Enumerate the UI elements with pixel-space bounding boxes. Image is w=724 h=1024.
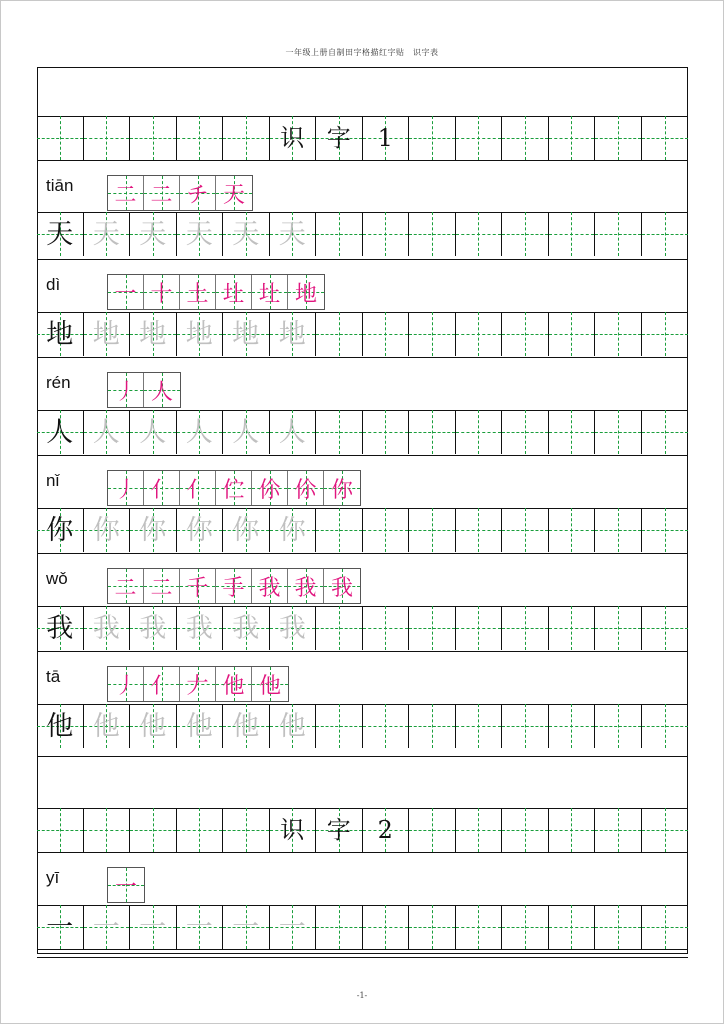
tianzige-cell[interactable] xyxy=(37,704,84,748)
stroke-step: 伱 xyxy=(294,477,317,503)
tianzige-cell[interactable] xyxy=(502,606,549,650)
tianzige-cell[interactable] xyxy=(456,606,503,650)
trace-character: 他 xyxy=(92,710,120,742)
stroke-step: 人 xyxy=(150,379,173,405)
tianzige-cell[interactable] xyxy=(270,704,317,748)
stroke-order-box xyxy=(144,569,180,603)
tianzige-cell[interactable] xyxy=(595,212,642,256)
stroke-order-strip xyxy=(107,175,253,211)
tianzige-cell[interactable] xyxy=(363,116,410,160)
lesson-title-char: 识 xyxy=(280,816,305,844)
tianzige-cell[interactable] xyxy=(363,508,410,552)
tianzige-cell[interactable] xyxy=(223,704,270,748)
tianzige-cell[interactable] xyxy=(270,116,317,160)
lesson-title-row xyxy=(37,116,688,160)
tianzige-cell[interactable] xyxy=(549,508,596,552)
trace-character: 天 xyxy=(278,218,306,250)
trace-character: 人 xyxy=(232,416,260,448)
tianzige-cell[interactable] xyxy=(502,212,549,256)
lesson-title-row xyxy=(37,808,688,852)
ruling-line xyxy=(37,651,688,652)
tianzige-cell[interactable] xyxy=(502,312,549,356)
stroke-step: 我 xyxy=(258,575,281,601)
tianzige-cell[interactable] xyxy=(549,905,596,949)
ruling-line xyxy=(37,357,688,358)
practice-grid-row xyxy=(37,606,688,650)
stroke-order-box xyxy=(108,667,144,701)
trace-character: 天 xyxy=(232,218,260,250)
page-number: -1- xyxy=(356,991,368,1000)
stroke-step: 圵 xyxy=(258,281,281,307)
tianzige-cell[interactable] xyxy=(177,808,224,852)
tianzige-cell[interactable] xyxy=(409,410,456,454)
tianzige-cell[interactable] xyxy=(363,312,410,356)
trace-character: 地 xyxy=(185,318,213,350)
model-character: 地 xyxy=(46,318,74,350)
tianzige-cell[interactable] xyxy=(316,116,363,160)
pinyin-label: tiān xyxy=(46,176,74,195)
tianzige-cell[interactable] xyxy=(409,905,456,949)
pinyin-label: rén xyxy=(46,373,71,392)
stroke-order-box xyxy=(144,275,180,309)
stroke-step: 𠂇 xyxy=(186,673,209,699)
trace-character: 一 xyxy=(278,911,306,943)
tianzige-cell[interactable] xyxy=(549,704,596,748)
tianzige-cell[interactable] xyxy=(502,704,549,748)
ruling-line xyxy=(37,949,688,950)
trace-character: 天 xyxy=(139,218,167,250)
stroke-order-strip xyxy=(107,274,325,310)
stroke-step: 丿 xyxy=(114,379,137,405)
tianzige-cell[interactable] xyxy=(223,508,270,552)
stroke-order-box xyxy=(252,275,288,309)
trace-character: 天 xyxy=(185,218,213,250)
tianzige-cell[interactable] xyxy=(549,808,596,852)
tianzige-cell[interactable] xyxy=(84,312,131,356)
stroke-order-box xyxy=(180,176,216,210)
tianzige-cell[interactable] xyxy=(270,410,317,454)
stroke-step: 他 xyxy=(222,673,245,699)
lesson-title-char: 字 xyxy=(326,124,351,152)
tianzige-cell[interactable] xyxy=(595,905,642,949)
trace-character: 你 xyxy=(139,514,167,546)
tianzige-cell[interactable] xyxy=(223,905,270,949)
stroke-step: 亻 xyxy=(186,477,209,503)
stroke-order-box xyxy=(108,275,144,309)
stroke-step: 丿 xyxy=(114,477,137,503)
trace-character: 你 xyxy=(278,514,306,546)
practice-grid-row xyxy=(37,905,688,949)
trace-character: 地 xyxy=(232,318,260,350)
tianzige-cell[interactable] xyxy=(363,905,410,949)
trace-character: 我 xyxy=(92,612,120,644)
stroke-order-box xyxy=(108,373,144,407)
tianzige-cell[interactable] xyxy=(177,212,224,256)
tianzige-cell[interactable] xyxy=(316,905,363,949)
tianzige-cell[interactable] xyxy=(177,606,224,650)
tianzige-cell[interactable] xyxy=(223,212,270,256)
tianzige-cell[interactable] xyxy=(37,410,84,454)
tianzige-cell[interactable] xyxy=(502,410,549,454)
trace-character: 一 xyxy=(92,911,120,943)
tianzige-cell[interactable] xyxy=(223,808,270,852)
stroke-order-box xyxy=(288,471,324,505)
tianzige-cell[interactable] xyxy=(37,116,84,160)
ruling-line xyxy=(37,852,688,853)
stroke-order-box xyxy=(144,373,180,407)
trace-character: 你 xyxy=(232,514,260,546)
stroke-order-box xyxy=(144,176,180,210)
stroke-order-box xyxy=(252,667,288,701)
stroke-order-box xyxy=(180,471,216,505)
trace-character: 我 xyxy=(232,612,260,644)
stroke-order-box xyxy=(288,275,324,309)
model-character: 一 xyxy=(46,911,74,943)
tianzige-cell[interactable] xyxy=(130,212,177,256)
ruling-line xyxy=(37,553,688,554)
ruling-line xyxy=(37,455,688,456)
tianzige-cell[interactable] xyxy=(84,116,131,160)
tianzige-cell[interactable] xyxy=(595,606,642,650)
tianzige-cell[interactable] xyxy=(223,606,270,650)
stroke-step: 我 xyxy=(330,575,353,601)
stroke-order-strip xyxy=(107,470,361,506)
stroke-step: 一 xyxy=(114,874,137,900)
stroke-order-box xyxy=(216,667,252,701)
lesson-title-char: 字 xyxy=(326,816,351,844)
stroke-step: 手 xyxy=(222,575,245,601)
tianzige-cell[interactable] xyxy=(37,808,84,852)
tianzige-cell[interactable] xyxy=(363,808,410,852)
tianzige-cell[interactable] xyxy=(409,606,456,650)
trace-character: 人 xyxy=(139,416,167,448)
tianzige-cell[interactable] xyxy=(642,312,689,356)
stroke-step: 伫 xyxy=(222,477,245,503)
stroke-step: 亻 xyxy=(150,673,173,699)
stroke-step: 二 xyxy=(150,182,173,208)
tianzige-cell[interactable] xyxy=(84,704,131,748)
stroke-step: チ xyxy=(186,182,209,208)
tianzige-cell[interactable] xyxy=(177,508,224,552)
stroke-order-strip xyxy=(107,372,181,408)
tianzige-cell[interactable] xyxy=(409,508,456,552)
tianzige-cell[interactable] xyxy=(642,606,689,650)
stroke-order-box xyxy=(324,569,360,603)
tianzige-cell[interactable] xyxy=(456,116,503,160)
tianzige-cell[interactable] xyxy=(502,508,549,552)
stroke-order-box xyxy=(324,471,360,505)
stroke-order-box xyxy=(180,275,216,309)
stroke-order-box xyxy=(144,471,180,505)
practice-grid-row xyxy=(37,212,688,256)
lesson-title-char: 识 xyxy=(280,124,305,152)
stroke-order-box xyxy=(288,569,324,603)
stroke-step: 亻 xyxy=(150,477,173,503)
trace-character: 人 xyxy=(185,416,213,448)
pinyin-label: dì xyxy=(46,275,61,294)
stroke-order-box xyxy=(252,471,288,505)
trace-character: 天 xyxy=(92,218,120,250)
trace-character: 他 xyxy=(278,710,306,742)
stroke-step: 丿 xyxy=(114,673,137,699)
tianzige-cell[interactable] xyxy=(223,410,270,454)
tianzige-cell[interactable] xyxy=(549,312,596,356)
tianzige-cell[interactable] xyxy=(549,212,596,256)
tianzige-cell[interactable] xyxy=(177,312,224,356)
model-character: 天 xyxy=(46,218,74,250)
stroke-order-box xyxy=(252,569,288,603)
tianzige-cell[interactable] xyxy=(456,212,503,256)
tianzige-cell[interactable] xyxy=(84,212,131,256)
tianzige-cell[interactable] xyxy=(37,312,84,356)
stroke-step: 土 xyxy=(186,281,209,307)
stroke-order-box xyxy=(216,569,252,603)
tianzige-cell[interactable] xyxy=(270,212,317,256)
tianzige-cell[interactable] xyxy=(409,312,456,356)
trace-character: 我 xyxy=(278,612,306,644)
tianzige-cell[interactable] xyxy=(595,116,642,160)
tianzige-cell[interactable] xyxy=(409,704,456,748)
stroke-order-box xyxy=(180,569,216,603)
model-character: 你 xyxy=(46,514,74,546)
stroke-step: 一 xyxy=(114,281,137,307)
practice-grid-row xyxy=(37,704,688,748)
tianzige-cell[interactable] xyxy=(549,606,596,650)
trace-character: 地 xyxy=(278,318,306,350)
tianzige-cell[interactable] xyxy=(270,508,317,552)
sheet-bottom-rule xyxy=(37,957,688,958)
tianzige-cell[interactable] xyxy=(223,312,270,356)
stroke-order-box xyxy=(216,275,252,309)
trace-character: 他 xyxy=(232,710,260,742)
tianzige-cell[interactable] xyxy=(456,312,503,356)
pinyin-label: wǒ xyxy=(46,569,68,588)
trace-character: 人 xyxy=(92,416,120,448)
stroke-order-strip xyxy=(107,867,145,903)
tianzige-cell[interactable] xyxy=(130,410,177,454)
tianzige-cell[interactable] xyxy=(270,606,317,650)
tianzige-cell[interactable] xyxy=(316,508,363,552)
tianzige-cell[interactable] xyxy=(130,905,177,949)
tianzige-cell[interactable] xyxy=(223,116,270,160)
ruling-line xyxy=(37,756,688,757)
tianzige-cell[interactable] xyxy=(130,606,177,650)
stroke-order-box xyxy=(108,569,144,603)
tianzige-cell[interactable] xyxy=(37,508,84,552)
tianzige-cell[interactable] xyxy=(177,116,224,160)
trace-character: 一 xyxy=(139,911,167,943)
tianzige-cell[interactable] xyxy=(270,312,317,356)
tianzige-cell[interactable] xyxy=(642,212,689,256)
model-character: 人 xyxy=(46,416,74,448)
tianzige-cell[interactable] xyxy=(37,905,84,949)
tianzige-cell[interactable] xyxy=(316,212,363,256)
stroke-step: 天 xyxy=(222,182,245,208)
stroke-step: 千 xyxy=(186,575,209,601)
ruling-line xyxy=(37,259,688,260)
tianzige-cell[interactable] xyxy=(595,312,642,356)
tianzige-cell[interactable] xyxy=(502,116,549,160)
trace-character: 他 xyxy=(139,710,167,742)
trace-character: 我 xyxy=(185,612,213,644)
tianzige-cell[interactable] xyxy=(595,808,642,852)
tianzige-cell[interactable] xyxy=(363,704,410,748)
stroke-step: 地 xyxy=(294,281,317,307)
lesson-title-char: 2 xyxy=(377,816,393,844)
stroke-order-box xyxy=(108,471,144,505)
page-header: 一年级上册自制田字格描红字贴 识字表 xyxy=(285,48,439,57)
trace-character: 你 xyxy=(92,514,120,546)
stroke-order-box xyxy=(108,868,144,902)
tianzige-cell[interactable] xyxy=(642,704,689,748)
tianzige-cell[interactable] xyxy=(130,808,177,852)
stroke-step: 伱 xyxy=(258,477,281,503)
trace-character: 他 xyxy=(185,710,213,742)
stroke-step: 你 xyxy=(330,477,353,503)
trace-character: 人 xyxy=(278,416,306,448)
tianzige-cell[interactable] xyxy=(642,508,689,552)
tianzige-cell[interactable] xyxy=(270,905,317,949)
tianzige-cell[interactable] xyxy=(130,704,177,748)
tianzige-cell[interactable] xyxy=(456,508,503,552)
stroke-order-strip xyxy=(107,666,289,702)
tianzige-cell[interactable] xyxy=(177,410,224,454)
trace-character: 地 xyxy=(139,318,167,350)
tianzige-cell[interactable] xyxy=(316,704,363,748)
stroke-step: 他 xyxy=(258,673,281,699)
tianzige-cell[interactable] xyxy=(409,808,456,852)
tianzige-cell[interactable] xyxy=(549,410,596,454)
tianzige-cell[interactable] xyxy=(130,508,177,552)
pinyin-label: tā xyxy=(46,667,61,686)
stroke-order-strip xyxy=(107,568,361,604)
practice-grid-row xyxy=(37,410,688,454)
practice-grid-row xyxy=(37,312,688,356)
tianzige-cell[interactable] xyxy=(84,508,131,552)
tianzige-cell[interactable] xyxy=(502,808,549,852)
stroke-step: 二 xyxy=(150,575,173,601)
trace-character: 一 xyxy=(232,911,260,943)
tianzige-cell[interactable] xyxy=(316,410,363,454)
pinyin-label: nǐ xyxy=(46,471,60,490)
tianzige-cell[interactable] xyxy=(363,212,410,256)
stroke-step: 圵 xyxy=(222,281,245,307)
tianzige-cell[interactable] xyxy=(642,410,689,454)
stroke-step: 十 xyxy=(150,281,173,307)
tianzige-cell[interactable] xyxy=(84,606,131,650)
tianzige-cell[interactable] xyxy=(456,905,503,949)
tianzige-cell[interactable] xyxy=(363,606,410,650)
tianzige-cell[interactable] xyxy=(130,116,177,160)
stroke-order-box xyxy=(216,176,252,210)
stroke-order-box xyxy=(108,176,144,210)
tianzige-cell[interactable] xyxy=(409,212,456,256)
tianzige-cell[interactable] xyxy=(37,606,84,650)
tianzige-cell[interactable] xyxy=(642,116,689,160)
tianzige-cell[interactable] xyxy=(502,905,549,949)
model-character: 我 xyxy=(46,612,74,644)
stroke-order-box xyxy=(180,667,216,701)
tianzige-cell[interactable] xyxy=(177,704,224,748)
stroke-order-box xyxy=(144,667,180,701)
stroke-step: 我 xyxy=(294,575,317,601)
stroke-order-box xyxy=(216,471,252,505)
pinyin-label: yī xyxy=(46,868,60,887)
tianzige-cell[interactable] xyxy=(456,704,503,748)
tianzige-cell[interactable] xyxy=(84,410,131,454)
tianzige-cell[interactable] xyxy=(456,410,503,454)
trace-character: 地 xyxy=(92,318,120,350)
stroke-step: 二 xyxy=(114,575,137,601)
tianzige-cell[interactable] xyxy=(37,212,84,256)
trace-character: 我 xyxy=(139,612,167,644)
tianzige-cell[interactable] xyxy=(177,905,224,949)
tianzige-cell[interactable] xyxy=(316,312,363,356)
tianzige-cell[interactable] xyxy=(84,905,131,949)
tianzige-cell[interactable] xyxy=(642,905,689,949)
lesson-title-char: 1 xyxy=(377,124,393,152)
stroke-step: 二 xyxy=(114,182,137,208)
tianzige-cell[interactable] xyxy=(130,312,177,356)
trace-character: 一 xyxy=(185,911,213,943)
tianzige-cell[interactable] xyxy=(316,606,363,650)
tianzige-cell[interactable] xyxy=(642,808,689,852)
tianzige-cell[interactable] xyxy=(270,808,317,852)
tianzige-cell[interactable] xyxy=(456,808,503,852)
ruling-line xyxy=(37,160,688,161)
tianzige-cell[interactable] xyxy=(549,116,596,160)
tianzige-cell[interactable] xyxy=(409,116,456,160)
practice-grid-row xyxy=(37,508,688,552)
tianzige-cell[interactable] xyxy=(595,704,642,748)
tianzige-cell[interactable] xyxy=(595,508,642,552)
tianzige-cell[interactable] xyxy=(363,410,410,454)
tianzige-cell[interactable] xyxy=(595,410,642,454)
trace-character: 你 xyxy=(185,514,213,546)
model-character: 他 xyxy=(46,710,74,742)
tianzige-cell[interactable] xyxy=(84,808,131,852)
tianzige-cell[interactable] xyxy=(316,808,363,852)
